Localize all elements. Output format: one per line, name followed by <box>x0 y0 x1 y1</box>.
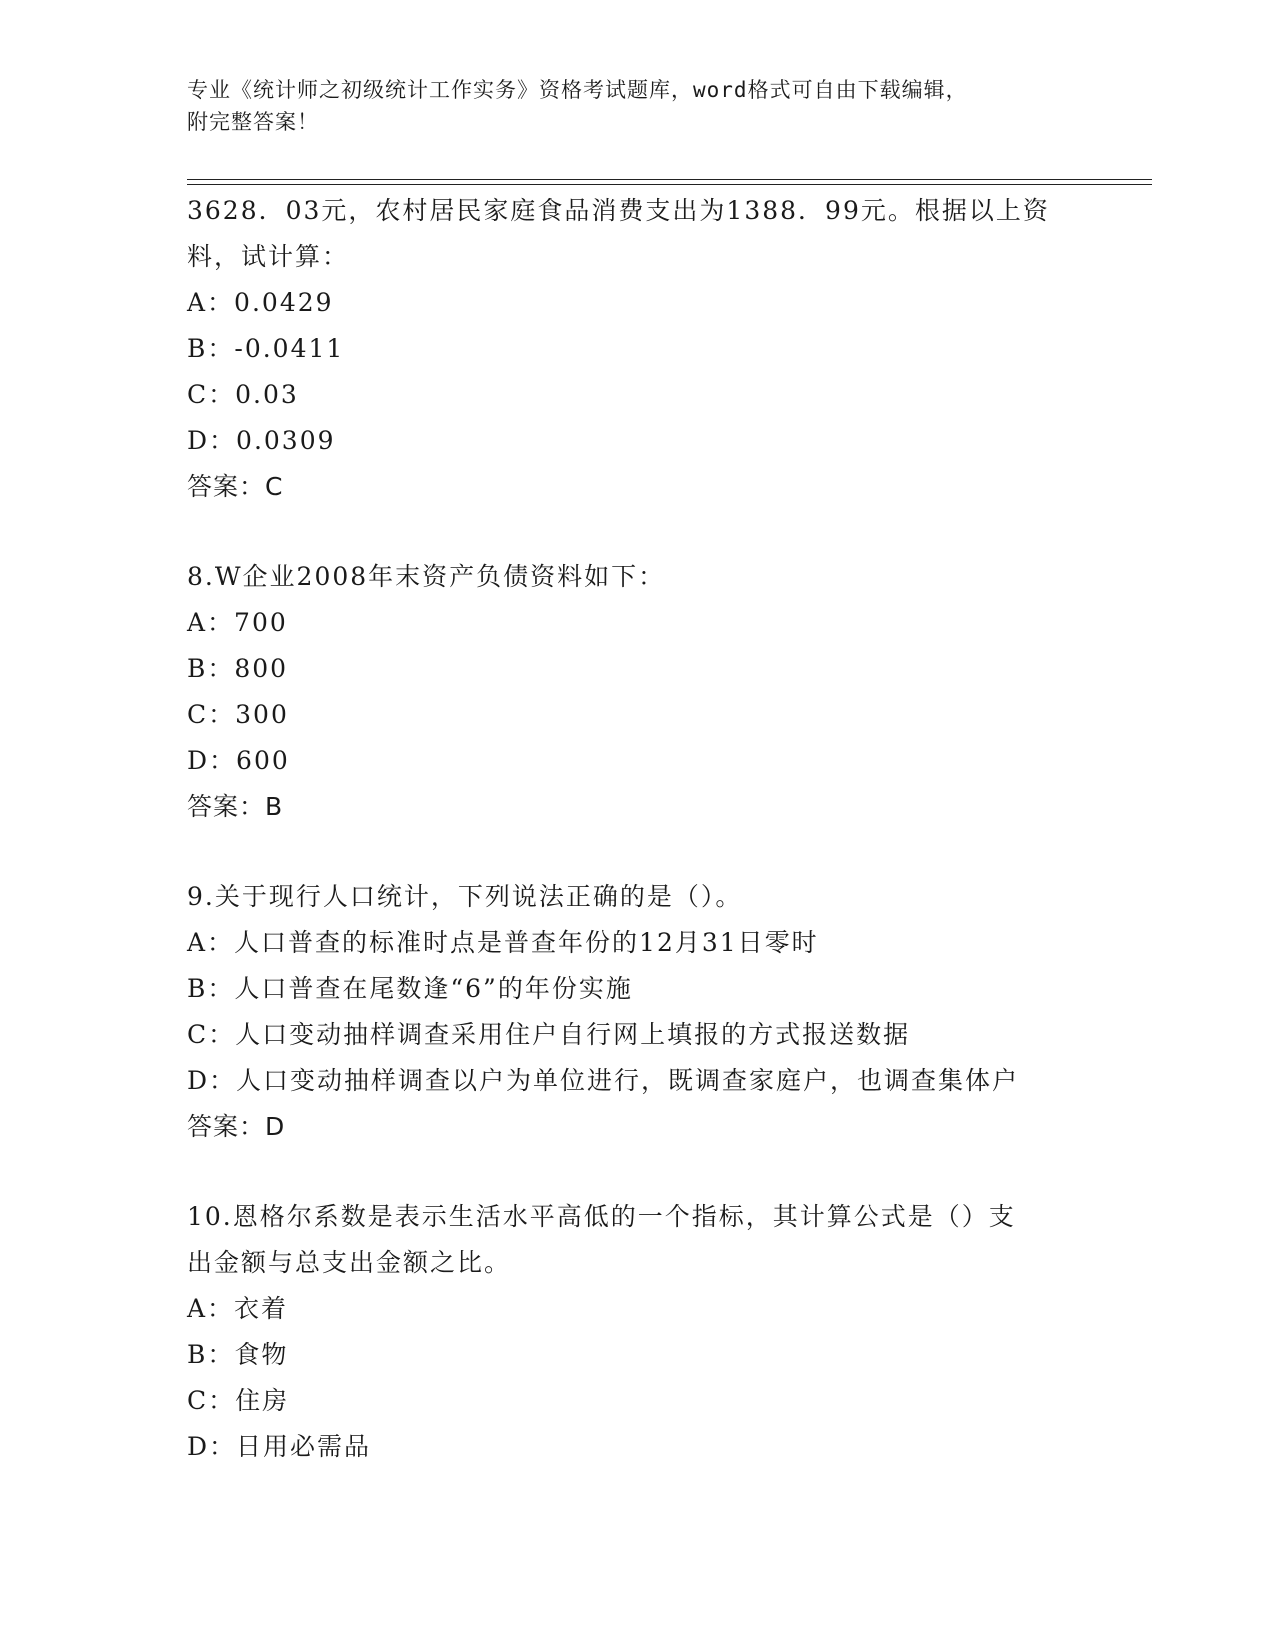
question-9 <box>187 874 1087 1150</box>
answer: 答案：B <box>187 792 284 821</box>
option-d: D：日用必需品 <box>187 1432 372 1461</box>
question-7 <box>187 188 1087 510</box>
answer: 答案：D <box>187 1112 286 1141</box>
option-d: D：0.0309 <box>187 426 336 455</box>
option-c: C：人口变动抽样调查采用住户自行网上填报的方式报送数据 <box>187 1020 911 1049</box>
option-c: C：0.03 <box>187 380 299 409</box>
question-stem: 10.恩格尔系数是表示生活水平高低的一个指标，其计算公式是（）支 <box>187 1202 1016 1231</box>
header-divider-bottom <box>187 184 1152 185</box>
question-stem: 料，试计算： <box>187 242 350 271</box>
answer: 答案：C <box>187 472 284 501</box>
question-gap <box>187 1150 1087 1194</box>
header-line-2: 附完整答案！ <box>187 110 319 134</box>
header-divider-top <box>187 179 1152 180</box>
option-a: A：700 <box>187 608 288 637</box>
option-a: A：衣着 <box>187 1294 289 1323</box>
question-gap <box>187 830 1087 874</box>
option-b: B：800 <box>187 654 289 683</box>
document-header <box>187 74 1087 138</box>
question-stem: 出金额与总支出金额之比。 <box>187 1248 512 1277</box>
option-b: B：-0.0411 <box>187 334 345 363</box>
question-gap <box>187 510 1087 554</box>
option-a: A：0.0429 <box>187 288 334 317</box>
option-d: D：600 <box>187 746 290 775</box>
question-8 <box>187 554 1087 830</box>
header-line-1: 专业《统计师之初级统计工作实务》资格考试题库，word格式可自由下载编辑， <box>187 78 968 102</box>
question-stem: 3628．03元，农村居民家庭食品消费支出为1388．99元。根据以上资 <box>187 196 1050 225</box>
option-c: C：住房 <box>187 1386 290 1415</box>
option-b: B：食物 <box>187 1340 289 1369</box>
question-list <box>187 188 1087 1470</box>
option-b: B：人口普查在尾数逢“6”的年份实施 <box>187 974 633 1003</box>
option-a: A：人口普查的标准时点是普查年份的12月31日零时 <box>187 928 819 957</box>
question-stem: 9.关于现行人口统计，下列说法正确的是（）。 <box>187 882 743 911</box>
option-d: D：人口变动抽样调查以户为单位进行，既调查家庭户，也调查集体户 <box>187 1066 1020 1095</box>
question-stem: 8.W企业2008年末资产负债资料如下： <box>187 562 666 591</box>
option-c: C：300 <box>187 700 289 729</box>
question-10 <box>187 1194 1087 1470</box>
